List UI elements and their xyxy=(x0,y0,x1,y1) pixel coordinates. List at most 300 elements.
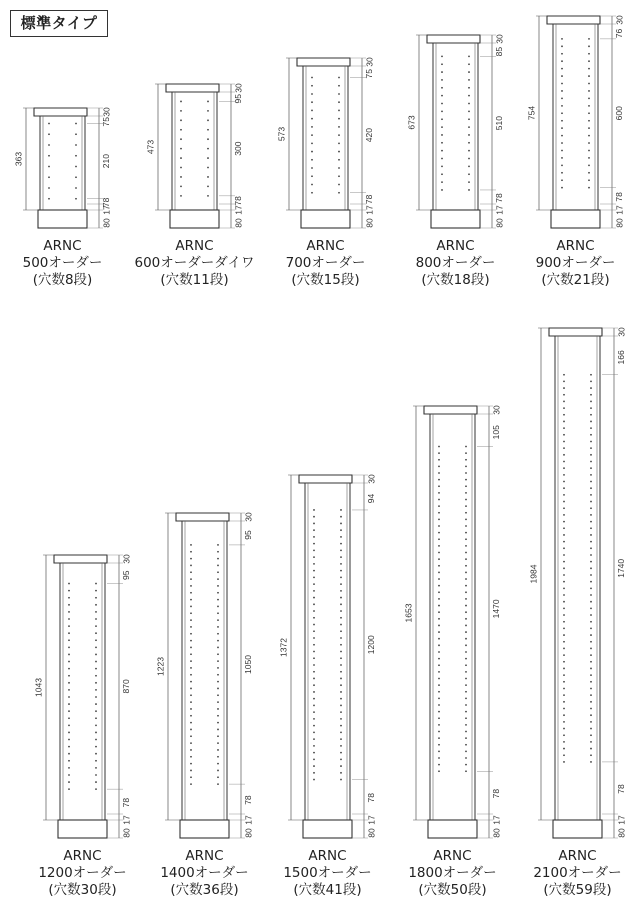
hole xyxy=(68,661,70,663)
hole xyxy=(313,610,315,612)
hole xyxy=(340,725,342,727)
hole xyxy=(438,492,440,494)
hole xyxy=(438,684,440,686)
hole xyxy=(590,594,592,596)
hole xyxy=(313,678,315,680)
hole-count: (穴数11段) xyxy=(160,272,229,288)
hole xyxy=(207,157,209,159)
hole xyxy=(561,68,563,70)
hole xyxy=(95,732,97,734)
hole xyxy=(340,671,342,673)
hole xyxy=(217,633,219,635)
hole xyxy=(313,779,315,781)
hole xyxy=(563,547,565,549)
hole xyxy=(190,660,192,662)
hole xyxy=(563,574,565,576)
dim-lower-gap: 78 xyxy=(614,192,625,202)
hole xyxy=(340,509,342,511)
hole xyxy=(590,527,592,529)
hole xyxy=(465,472,467,474)
hole xyxy=(313,725,315,727)
hole xyxy=(68,724,70,726)
hole xyxy=(563,414,565,416)
hole xyxy=(190,592,192,594)
hole xyxy=(561,105,563,107)
model-name: ARNC xyxy=(556,238,595,254)
hole xyxy=(313,617,315,619)
hole xyxy=(217,585,219,587)
hole xyxy=(465,664,467,666)
hole xyxy=(438,499,440,501)
hole xyxy=(340,556,342,558)
hole xyxy=(590,394,592,396)
hole xyxy=(563,527,565,529)
hole xyxy=(590,754,592,756)
hole xyxy=(468,55,470,57)
hole xyxy=(590,694,592,696)
hole xyxy=(590,441,592,443)
hole xyxy=(465,731,467,733)
hole xyxy=(190,763,192,765)
hole xyxy=(313,705,315,707)
dim-cap: 30 xyxy=(121,554,132,564)
hole xyxy=(340,779,342,781)
hole xyxy=(313,624,315,626)
hole xyxy=(313,509,315,511)
hole xyxy=(468,158,470,160)
hole xyxy=(438,711,440,713)
hole xyxy=(95,760,97,762)
hole xyxy=(465,671,467,673)
dim-top-gap: 166 xyxy=(616,350,627,365)
dim-top-gap: 95 xyxy=(233,93,244,104)
order-name: 500オーダー xyxy=(22,255,103,271)
hole xyxy=(68,746,70,748)
hole xyxy=(68,753,70,755)
top-cap xyxy=(176,513,229,521)
dim-height: 1223 xyxy=(155,657,166,676)
hole xyxy=(590,714,592,716)
dim-plinth-top: 17 xyxy=(616,815,627,825)
dim-plinth-top: 17 xyxy=(366,815,377,825)
hole xyxy=(468,189,470,191)
plinth xyxy=(303,820,352,838)
hole xyxy=(95,746,97,748)
hole xyxy=(338,184,340,186)
hole xyxy=(563,481,565,483)
dim-pitch: 870 xyxy=(121,679,132,694)
hole xyxy=(590,514,592,516)
hole xyxy=(590,521,592,523)
hole xyxy=(465,499,467,501)
hole xyxy=(563,641,565,643)
plinth xyxy=(553,820,602,838)
unit-caption xyxy=(396,238,516,289)
hole xyxy=(313,637,315,639)
hole xyxy=(438,472,440,474)
hole xyxy=(180,138,182,140)
hole xyxy=(340,550,342,552)
hole xyxy=(590,607,592,609)
hole xyxy=(588,150,590,152)
hole xyxy=(438,724,440,726)
hole xyxy=(438,671,440,673)
order-name: 1400オーダー xyxy=(160,865,249,881)
hole xyxy=(217,653,219,655)
top-cap xyxy=(299,475,352,483)
hole xyxy=(438,625,440,627)
unit-caption xyxy=(3,238,123,289)
hole xyxy=(95,583,97,585)
hole xyxy=(441,118,443,120)
hole xyxy=(180,110,182,112)
hole xyxy=(190,729,192,731)
hole xyxy=(95,661,97,663)
hole xyxy=(590,661,592,663)
hole xyxy=(465,605,467,607)
hole xyxy=(340,651,342,653)
model-name: ARNC xyxy=(306,238,345,254)
hole xyxy=(561,90,563,92)
hole xyxy=(441,87,443,89)
hole xyxy=(75,166,77,168)
dim-plinth-top: 17 xyxy=(233,205,244,215)
hole xyxy=(313,570,315,572)
hole xyxy=(465,658,467,660)
hole xyxy=(465,446,467,448)
hole xyxy=(590,708,592,710)
plinth xyxy=(170,210,219,228)
hole xyxy=(338,126,340,128)
hole xyxy=(563,694,565,696)
hole xyxy=(588,68,590,70)
hole xyxy=(95,668,97,670)
hole xyxy=(563,567,565,569)
hole xyxy=(311,175,313,177)
hole xyxy=(311,77,313,79)
hole xyxy=(190,626,192,628)
hole xyxy=(75,123,77,125)
dim-cap: 30 xyxy=(243,512,254,522)
dim-lower-gap: 78 xyxy=(366,793,377,803)
shelf-unit-10 xyxy=(528,327,626,838)
hole xyxy=(48,123,50,125)
hole xyxy=(95,597,97,599)
hole xyxy=(311,134,313,136)
hole xyxy=(217,667,219,669)
hole xyxy=(588,45,590,47)
hole xyxy=(468,103,470,105)
hole xyxy=(588,135,590,137)
hole xyxy=(465,644,467,646)
hole xyxy=(95,625,97,627)
hole xyxy=(438,505,440,507)
hole xyxy=(75,144,77,146)
hole xyxy=(465,750,467,752)
hole xyxy=(180,119,182,121)
hole xyxy=(180,176,182,178)
model-name: ARNC xyxy=(308,848,347,864)
hole xyxy=(590,721,592,723)
hole xyxy=(441,55,443,57)
hole xyxy=(313,752,315,754)
hole xyxy=(68,583,70,585)
hole xyxy=(590,454,592,456)
plinth xyxy=(58,820,107,838)
hole xyxy=(438,558,440,560)
hole xyxy=(68,618,70,620)
hole xyxy=(561,135,563,137)
hole xyxy=(465,711,467,713)
hole xyxy=(465,691,467,693)
hole xyxy=(313,590,315,592)
hole xyxy=(217,688,219,690)
top-cap xyxy=(34,108,87,116)
hole xyxy=(190,722,192,724)
hole xyxy=(338,159,340,161)
hole xyxy=(563,761,565,763)
hole xyxy=(465,565,467,567)
hole xyxy=(561,45,563,47)
hole xyxy=(68,689,70,691)
hole xyxy=(590,534,592,536)
hole xyxy=(68,611,70,613)
hole xyxy=(438,678,440,680)
hole xyxy=(468,79,470,81)
hole xyxy=(468,71,470,73)
hole xyxy=(217,619,219,621)
hole xyxy=(465,744,467,746)
hole xyxy=(465,585,467,587)
dim-lower-gap: 78 xyxy=(233,196,244,206)
hole xyxy=(563,594,565,596)
hole xyxy=(561,98,563,100)
dim-lower-gap: 78 xyxy=(121,797,132,808)
hole xyxy=(563,467,565,469)
hole xyxy=(217,558,219,560)
hole xyxy=(563,587,565,589)
hole xyxy=(95,675,97,677)
hole xyxy=(465,505,467,507)
hole xyxy=(95,590,97,592)
hole xyxy=(190,619,192,621)
hole xyxy=(561,157,563,159)
hole xyxy=(340,543,342,545)
dim-height: 1653 xyxy=(403,603,414,623)
hole xyxy=(465,625,467,627)
hole xyxy=(465,492,467,494)
hole xyxy=(207,138,209,140)
dim-plinth-top: 17 xyxy=(494,205,505,215)
hole xyxy=(190,674,192,676)
hole xyxy=(441,165,443,167)
hole xyxy=(438,532,440,534)
dim-pitch: 1470 xyxy=(491,599,502,619)
hole xyxy=(217,674,219,676)
hole xyxy=(438,518,440,520)
hole xyxy=(340,758,342,760)
hole xyxy=(313,711,315,713)
model-name: ARNC xyxy=(558,848,597,864)
hole xyxy=(438,750,440,752)
hole-count: (穴数30段) xyxy=(48,882,117,898)
hole xyxy=(340,536,342,538)
hole xyxy=(590,761,592,763)
hole xyxy=(217,742,219,744)
hole xyxy=(438,452,440,454)
hole xyxy=(190,653,192,655)
hole xyxy=(217,715,219,717)
hole xyxy=(563,521,565,523)
hole xyxy=(563,421,565,423)
hole xyxy=(465,459,467,461)
hole xyxy=(563,454,565,456)
hole xyxy=(563,394,565,396)
hole xyxy=(190,708,192,710)
hole xyxy=(590,461,592,463)
hole xyxy=(561,187,563,189)
hole xyxy=(217,592,219,594)
order-name: 1200オーダー xyxy=(38,865,127,881)
hole xyxy=(590,668,592,670)
hole xyxy=(68,604,70,606)
hole xyxy=(441,142,443,144)
order-name: 900オーダー xyxy=(535,255,616,271)
hole xyxy=(68,760,70,762)
plinth xyxy=(431,210,480,228)
hole xyxy=(190,756,192,758)
hole xyxy=(338,192,340,194)
hole xyxy=(180,148,182,150)
shelf-body xyxy=(555,336,600,820)
hole xyxy=(563,634,565,636)
dim-pitch: 210 xyxy=(101,154,112,169)
hole xyxy=(207,129,209,131)
hole xyxy=(95,781,97,783)
hole xyxy=(590,547,592,549)
hole xyxy=(438,764,440,766)
hole xyxy=(95,682,97,684)
hole xyxy=(311,192,313,194)
hole xyxy=(468,181,470,183)
dim-lower-gap: 78 xyxy=(364,194,375,205)
hole xyxy=(563,661,565,663)
hole xyxy=(313,630,315,632)
hole xyxy=(190,783,192,785)
hole xyxy=(563,621,565,623)
hole xyxy=(588,157,590,159)
dim-pitch: 1050 xyxy=(243,655,254,674)
plinth xyxy=(301,210,350,228)
hole xyxy=(95,618,97,620)
hole xyxy=(340,772,342,774)
hole xyxy=(561,120,563,122)
hole xyxy=(190,742,192,744)
hole xyxy=(68,717,70,719)
hole xyxy=(441,181,443,183)
hole xyxy=(563,701,565,703)
hole xyxy=(68,739,70,741)
hole xyxy=(588,38,590,40)
hole xyxy=(340,745,342,747)
hole xyxy=(311,126,313,128)
hole xyxy=(441,150,443,152)
dim-cap: 30 xyxy=(494,34,505,44)
order-name: 2100オーダー xyxy=(533,865,622,881)
hole xyxy=(468,95,470,97)
dim-top-gap: 95 xyxy=(243,530,254,540)
hole xyxy=(207,148,209,150)
hole xyxy=(561,53,563,55)
dim-plinth-top: 17 xyxy=(491,815,502,825)
hole xyxy=(313,536,315,538)
hole xyxy=(563,734,565,736)
unit-caption xyxy=(516,238,636,289)
hole xyxy=(340,644,342,646)
model-name: ARNC xyxy=(185,848,224,864)
hole xyxy=(468,165,470,167)
dim-top-gap: 94 xyxy=(366,493,377,504)
hole xyxy=(465,638,467,640)
hole xyxy=(340,630,342,632)
hole xyxy=(217,729,219,731)
dim-pitch: 1740 xyxy=(616,558,627,578)
hole xyxy=(465,532,467,534)
hole xyxy=(217,694,219,696)
hole xyxy=(588,127,590,129)
hole xyxy=(561,179,563,181)
dim-cap: 30 xyxy=(364,57,375,67)
hole-count: (穴数36段) xyxy=(170,882,239,898)
hole xyxy=(340,576,342,578)
hole-count: (穴数8段) xyxy=(32,272,93,288)
hole xyxy=(311,110,313,112)
hole xyxy=(68,597,70,599)
dim-plinth: 80 xyxy=(121,828,132,838)
hole xyxy=(207,167,209,169)
hole xyxy=(561,150,563,152)
hole xyxy=(590,421,592,423)
hole xyxy=(561,142,563,144)
shelf-unit-8 xyxy=(278,474,376,838)
hole xyxy=(68,639,70,641)
hole xyxy=(468,142,470,144)
hole xyxy=(48,144,50,146)
dim-plinth: 80 xyxy=(616,828,627,838)
dim-plinth: 80 xyxy=(364,218,375,228)
hole xyxy=(588,60,590,62)
hole xyxy=(180,186,182,188)
hole xyxy=(590,447,592,449)
hole xyxy=(217,681,219,683)
hole xyxy=(217,612,219,614)
hole xyxy=(311,142,313,144)
hole xyxy=(313,529,315,531)
hole xyxy=(590,374,592,376)
hole xyxy=(180,195,182,197)
hole xyxy=(563,728,565,730)
hole xyxy=(438,605,440,607)
hole xyxy=(338,101,340,103)
hole xyxy=(438,459,440,461)
hole xyxy=(75,187,77,189)
hole xyxy=(563,380,565,382)
hole xyxy=(563,581,565,583)
dim-lower-gap: 78 xyxy=(243,795,254,805)
hole xyxy=(563,654,565,656)
hole xyxy=(68,696,70,698)
hole xyxy=(438,545,440,547)
